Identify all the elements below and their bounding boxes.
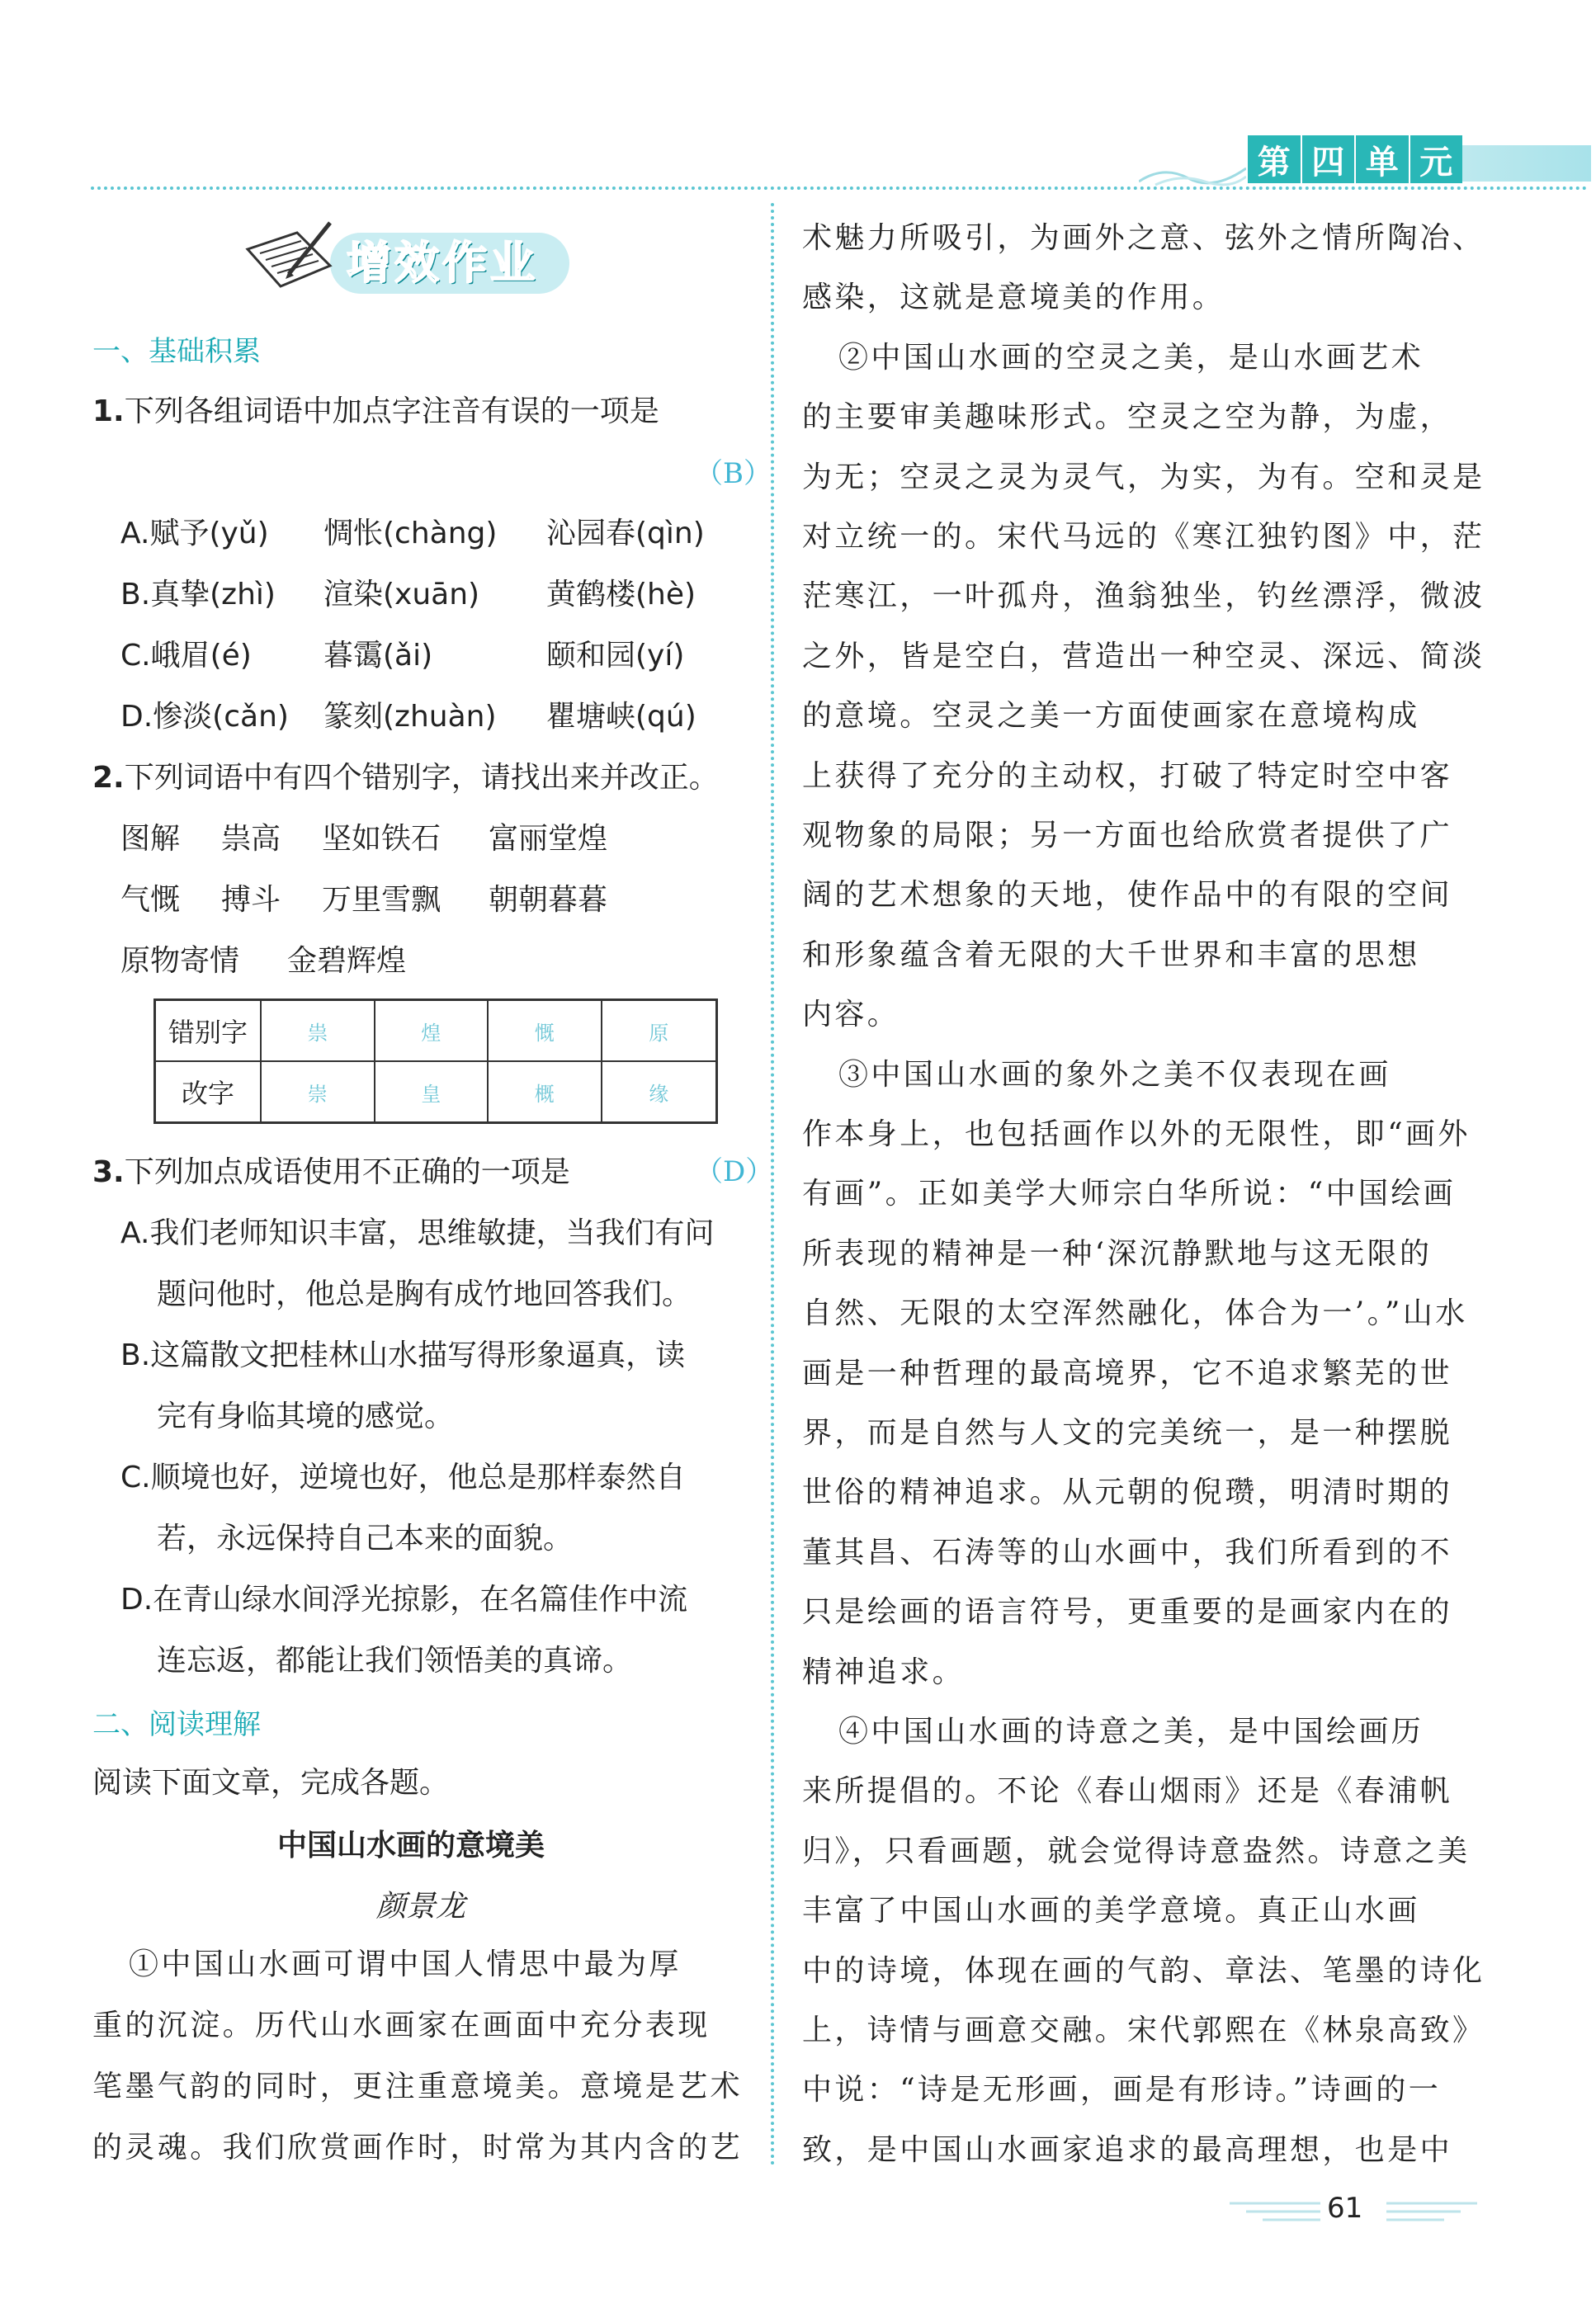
option-word: 篆刻(zhuàn) [323,700,497,734]
article-line: 的意境。空灵之美一方面使画家在意境构成 [802,699,1420,734]
article-line: 世俗的精神追求。从元朝的倪瓒，明清时期的 [802,1475,1453,1510]
word: 原物寄情 [120,944,240,978]
q3-option-b-line2: 完有身临其境的感觉。 [157,1400,455,1433]
article-line: 归》，只看画题，就会觉得诗意盎然。诗意之美 [802,1834,1471,1868]
article-line: 董其昌、石涛等的山水画中，我们所看到的不 [802,1535,1453,1570]
article-line: 观物象的局限；另一方面也给欣赏者提供了广 [802,819,1453,852]
table-cell: 煌 [375,1000,489,1062]
unit-char: 四 [1302,135,1355,183]
table-cell: 原 [602,1000,717,1062]
notebook-pen-icon [239,216,338,299]
word: 万里雪飘 [322,883,441,917]
article-line: 致，是中国山水画家追求的最高理想，也是中 [802,2132,1453,2167]
page-number: 61 [1327,2192,1363,2225]
q3-option-d-line1: D.在青山绿水间浮光掠影，在名篇佳作中流 [120,1583,688,1617]
article-line: 自然、无限的太空浑然融化，体合为一’。”山水 [802,1296,1468,1331]
banner-char: 效 [394,237,439,289]
article-line: ④中国山水画的诗意之美，是中国绘画历 [838,1715,1424,1749]
table-cell: 缘 [602,1061,717,1123]
article-line: 茫寒江，一叶孤舟，渔翁独坐，钓丝漂浮，微波 [802,579,1485,614]
question-3 [92,1149,570,1191]
article-line: 笔墨气韵的同时，更注重意境美。意境是艺术 [92,2070,744,2103]
word: 图解 [120,822,181,856]
table-cell: 崇 [261,1061,375,1123]
word: 坚如铁石 [322,822,441,856]
option-word: D.惨淡(cǎn) [120,700,289,734]
banner-char: 业 [490,237,535,289]
article-line: 为无；空灵之灵为灵气，为实，为有。空和灵是 [802,460,1485,494]
article-line: 有画”。正如美学大师宗白华所说：“中国绘画 [802,1177,1457,1211]
question-number: 1. [92,394,125,428]
table-row [155,1061,717,1123]
article-line: 中说：“诗是无形画，画是有形诗。”诗画的一 [802,2073,1442,2108]
article-line: 感染，这就是意境美的作用。 [802,281,1225,315]
q3-option-b-line1: B.这篇散文把桂林山水描写得形象逼真，读 [120,1338,686,1372]
article-line: 上获得了充分的主动权，打破了特定时空中客 [802,758,1453,793]
unit-badge [1248,135,1462,183]
table-cell: 祟 [261,1000,375,1062]
option-word: 渲染(xuān) [323,578,480,611]
section-banner [198,216,586,299]
option-word: 颐和园(yí) [546,639,685,673]
article-line: 重的沉淀。历代山水画家在画面中充分表现 [92,2009,711,2042]
article-line: 中的诗境，体现在画的气韵、章法、笔墨的诗化 [802,1953,1485,1988]
reading-intro: 阅读下面文章，完成各题。 [92,1766,450,1800]
article-line: ②中国山水画的空灵之美，是山水画艺术 [838,340,1424,375]
table-cell: 皇 [375,1061,489,1123]
header-wave-decoration [1139,157,1246,186]
word: 祟高 [221,822,281,856]
header-dotted-rule [91,186,1588,190]
article-line: 的主要审美趣味形式。空灵之空为静，为虚， [802,400,1453,435]
question-text: 下列词语中有四个错别字，请找出来并改正。 [124,761,719,795]
article-line: 来所提倡的。不论《春山烟雨》还是《春浦帆 [802,1774,1453,1809]
banner-char: 增 [347,237,391,289]
article-line: 丰富了中国山水画的美学意境。真正山水画 [802,1894,1420,1929]
table-cell: 概 [488,1061,602,1123]
question-1 [92,388,659,430]
unit-stripe [1462,145,1591,182]
option-word: A.赋予(yǔ) [120,517,269,550]
word: 金碧辉煌 [287,944,407,978]
word: 搏斗 [221,883,281,917]
option-word: C.峨眉(é) [120,639,252,673]
answer-q1: （B） [695,457,772,490]
option-word: 沁园春(qìn) [546,517,705,550]
article-line: 的灵魂。我们欣赏画作时，时常为其内含的艺 [92,2131,744,2165]
article-line: 所表现的精神是一种‘深沉静默地与这无限的 [802,1236,1433,1271]
article-line: 之外，皆是空白，营造出一种空灵、深远、简淡 [802,639,1485,673]
question-number: 3. [92,1155,125,1189]
article-line: 界，而是自然与人文的完美统一，是一种摆脱 [802,1416,1453,1450]
option-word: 瞿塘峡(qú) [546,700,696,734]
article-author: 颜景龙 [376,1890,466,1924]
article-line: 只是绘画的语言符号，更重要的是画家内在的 [802,1595,1453,1630]
option-word: 黄鹤楼(hè) [546,578,696,611]
table-header-wrong: 错别字 [155,1000,262,1062]
banner-title [347,231,535,295]
unit-char: 第 [1248,135,1301,183]
article-line: ③中国山水画的象外之美不仅表现在画 [838,1057,1391,1092]
table-row [155,1000,717,1062]
article-line: ①中国山水画可谓中国人情思中最为厚 [129,1947,682,1981]
word: 朝朝暮暮 [489,883,608,917]
q3-option-a-line1: A.我们老师知识丰富，思维敏捷，当我们有问 [120,1216,715,1250]
section-heading-basics: 一、基础积累 [92,335,261,368]
article-line: 精神追求。 [802,1655,966,1689]
page-number-lines-right [1386,2195,1477,2223]
article-line: 对立统一的。宋代马远的《寒江独钓图》中，茫 [802,520,1485,554]
word: 富丽堂煌 [489,822,608,856]
question-text: 下列各组词语中加点字注音有误的一项是 [124,394,659,428]
q3-option-c-line2: 若，永远保持自己本来的面貌。 [157,1522,574,1556]
q3-option-d-line2: 连忘返，都能让我们领悟美的真谛。 [157,1644,633,1678]
article-line: 画是一种哲理的最高境界，它不追求繁芜的世 [802,1356,1453,1390]
answer-q3: （D） [695,1155,774,1188]
article-line: 上，诗情与画意交融。宋代郭熙在《林泉高致》 [802,2013,1485,2047]
article-line: 和形象蕴含着无限的大千世界和丰富的思想 [802,937,1420,972]
q3-option-c-line1: C.顺境也好，逆境也好，他总是那样泰然自 [120,1461,686,1494]
option-word: 暮霭(ǎi) [323,639,433,673]
question-number: 2. [92,761,125,795]
table-header-correct: 改字 [155,1061,262,1123]
banner-char: 作 [442,237,487,289]
page-number-lines-left [1230,2195,1320,2223]
unit-char: 元 [1410,135,1463,183]
table-cell: 慨 [488,1000,602,1062]
question-2 [92,754,719,796]
question-text: 下列加点成语使用不正确的一项是 [124,1155,570,1189]
article-title: 中国山水画的意境美 [277,1829,545,1862]
article-line: 内容。 [802,998,900,1032]
section-heading-reading: 二、阅读理解 [92,1708,261,1741]
word: 气慨 [120,883,181,917]
article-line: 阔的艺术想象的天地，使作品中的有限的空间 [802,878,1453,913]
unit-char: 单 [1356,135,1409,183]
option-word: B.真挚(zhì) [120,578,276,611]
q3-option-a-line2: 题问他时，他总是胸有成竹地回答我们。 [157,1277,692,1311]
article-line: 作本身上，也包括画作以外的无限性，即“画外 [802,1117,1471,1151]
article-line: 术魅力所吸引，为画外之意、弦外之情所陶冶、 [802,221,1485,255]
correction-table [153,998,718,1124]
option-word: 惆怅(chàng) [323,517,498,550]
